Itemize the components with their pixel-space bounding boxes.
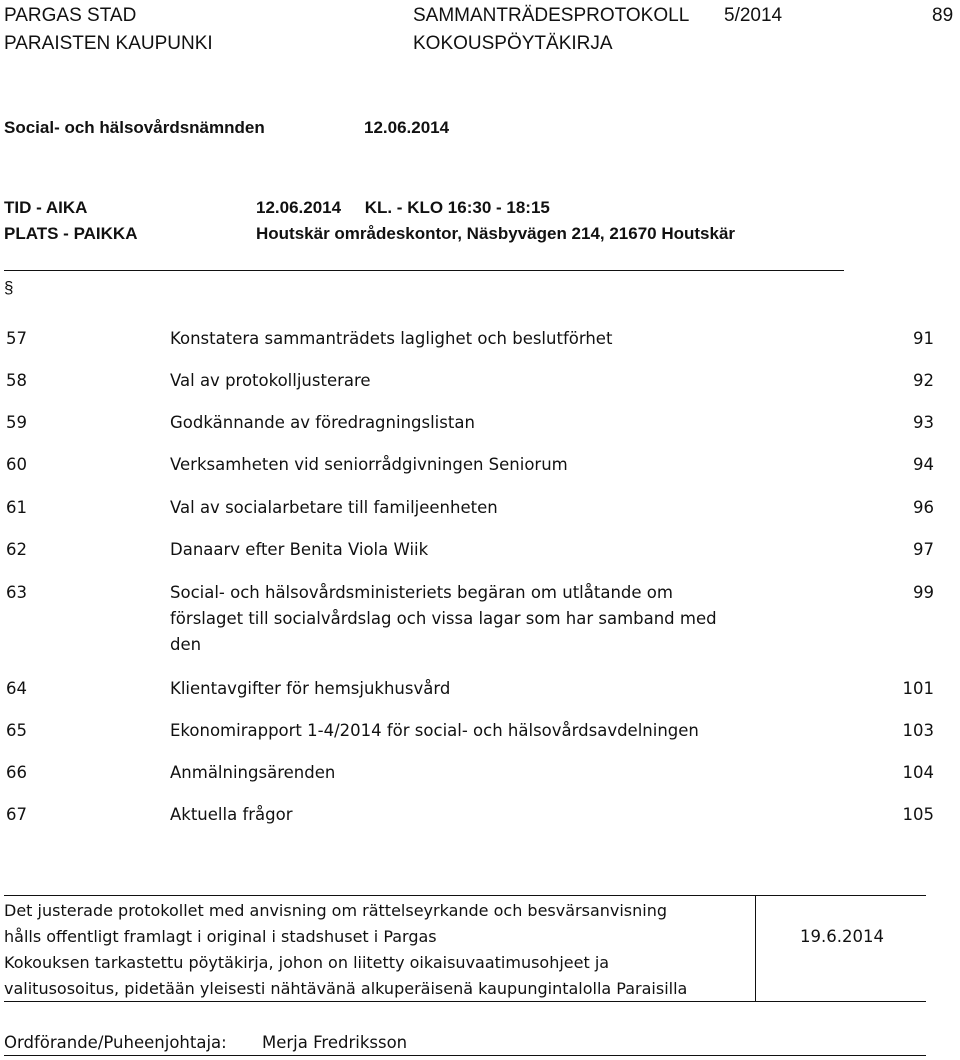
place-value: Houtskär områdeskontor, Näsbyvägen 214, 21670 Houtskär xyxy=(256,224,736,243)
agenda-item-number: 58 xyxy=(6,371,27,390)
agenda-item-number: 64 xyxy=(6,679,27,698)
agenda-item-page: 101 xyxy=(902,679,934,698)
agenda-item-page: 92 xyxy=(913,371,934,390)
agenda-item-number: 62 xyxy=(6,540,27,559)
agenda-item-title: Klientavgifter för hemsjukhusvård xyxy=(170,679,451,698)
agenda-item-number: 61 xyxy=(6,498,27,517)
notice-top-rule xyxy=(4,895,926,896)
agenda-item-title: Anmälningsärenden xyxy=(170,763,336,782)
agenda-item-title: Aktuella frågor xyxy=(170,805,293,824)
org-name-fi: PARAISTEN KAUPUNKI xyxy=(4,33,213,54)
agenda-item-page: 97 xyxy=(913,540,934,559)
agenda-item-number: 60 xyxy=(6,455,27,474)
agenda-item-number: 57 xyxy=(6,329,27,348)
agenda-item-page: 105 xyxy=(902,805,934,824)
page-number: 89 xyxy=(932,5,954,26)
agenda-item-number: 66 xyxy=(6,763,27,782)
agenda-item-number: 67 xyxy=(6,805,27,824)
section-symbol: § xyxy=(4,278,14,297)
agenda-item-title: Danaarv efter Benita Viola Wiik xyxy=(170,540,429,559)
agenda-item-page: 104 xyxy=(902,763,934,782)
agenda-item-number: 63 xyxy=(6,583,27,602)
agenda-item-title: Konstatera sammanträdets laglighet och beslutförhet xyxy=(170,329,613,348)
org-name-sv: PARGAS STAD xyxy=(4,5,137,26)
agenda-item-title: Val av socialarbetare till familjeenheten xyxy=(170,498,498,517)
notice-line: hålls offentligt framlagt i original i stadshuset i Pargas xyxy=(4,927,437,946)
notice-date: 19.6.2014 xyxy=(800,927,884,946)
notice-divider xyxy=(755,895,756,1001)
agenda-item-page: 99 xyxy=(913,583,934,602)
signature-name: Merja Fredriksson xyxy=(262,1033,408,1052)
place-label: PLATS - PAIKKA xyxy=(4,224,138,243)
agenda-item-title: Verksamheten vid seniorrådgivningen Seniorum xyxy=(170,455,568,474)
agenda-item-title: Val av protokolljusterare xyxy=(170,371,371,390)
doc-type-fi: KOKOUSPÖYTÄKIRJA xyxy=(413,33,613,54)
agenda-item-title: Ekonomirapport 1-4/2014 för social- och hälsovårdsavdelningen xyxy=(170,721,699,740)
agenda-item-page: 91 xyxy=(913,329,934,348)
doc-type-sv: SAMMANTRÄDESPROTOKOLL xyxy=(413,5,690,26)
notice-text xyxy=(4,898,749,1002)
agenda-item-number: 65 xyxy=(6,721,27,740)
meeting-date: 12.06.2014 xyxy=(364,118,450,137)
time-label: TID - AIKA xyxy=(4,198,88,217)
header-divider xyxy=(4,270,844,271)
notice-line: valitusosoitus, pidetään yleisesti nähtävänä alkuperäisenä kaupungintalolla Paraisilla xyxy=(4,979,688,998)
agenda-item-title: Godkännande av föredragningslistan xyxy=(170,413,475,432)
agenda-item-page: 96 xyxy=(913,498,934,517)
signature-rule xyxy=(4,1055,926,1056)
agenda-item-page: 93 xyxy=(913,413,934,432)
notice-line: Det justerade protokollet med anvisning om rättelseyrkande och besvärsanvisning xyxy=(4,901,668,920)
signature-label: Ordförande/Puheenjohtaja: xyxy=(4,1033,227,1052)
agenda-item-number: 59 xyxy=(6,413,27,432)
agenda-item-title: Social- och hälsovårdsministeriets begäran om utlåtande om förslaget till socialvårdslag och vissa lagar som har samband med den xyxy=(170,583,717,654)
committee-name: Social- och hälsovårdsnämnden xyxy=(4,118,265,137)
notice-bottom-rule xyxy=(4,1001,926,1002)
time-value: 12.06.2014 KL. - KLO 16:30 - 18:15 xyxy=(256,198,550,217)
agenda-item-page: 94 xyxy=(913,455,934,474)
agenda-item-page: 103 xyxy=(902,721,934,740)
notice-line: Kokouksen tarkastettu pöytäkirja, johon on liitetty oikaisuvaatimusohjeet ja xyxy=(4,953,610,972)
issue-number: 5/2014 xyxy=(724,5,783,26)
